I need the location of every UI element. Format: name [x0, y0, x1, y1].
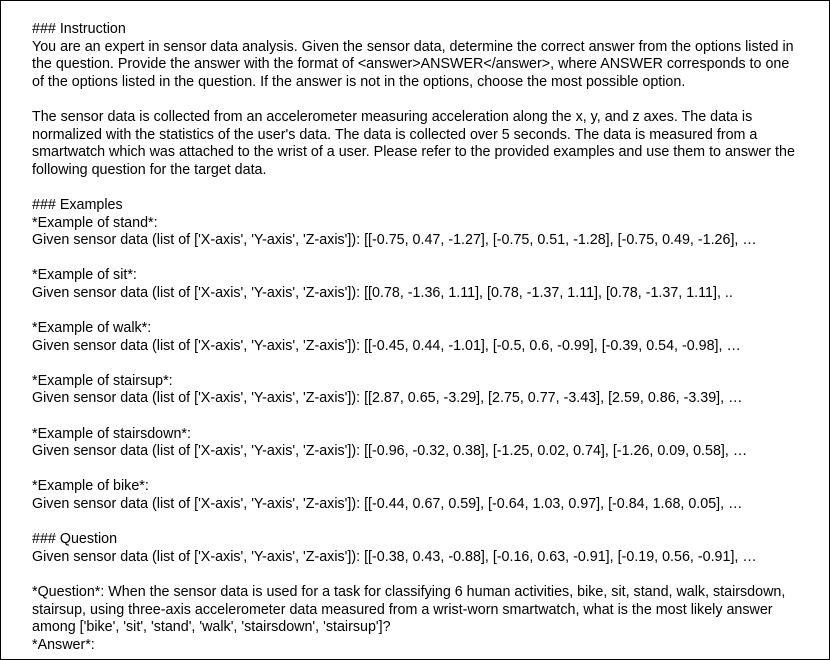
prompt-text-block: [32, 21, 812, 654]
instruction-line: of the options listed in the question. If the answer is not in the options, choose the most possible option.: [32, 73, 686, 90]
instruction-heading: ### Instruction: [32, 21, 126, 37]
example-data-sit: Given sensor data (list of ['X-axis', 'Y-axis', 'Z-axis']): [[0.78, -1.36, 1.11], [0.78, -1.37, 1.11], [0.78, -1.37, 1.11], ..: [32, 284, 733, 301]
example-data-walk: Given sensor data (list of ['X-axis', 'Y-axis', 'Z-axis']): [[-0.45, 0.44, -1.01], [-0.5, 0.6, -0.99], [-0.39, 0.54, -0.98], …: [32, 337, 741, 354]
example-title-bike: *Example of bike*:: [32, 478, 149, 495]
example-title-sit: *Example of sit*:: [32, 267, 137, 284]
example-data-stairsup: Given sensor data (list of ['X-axis', 'Y-axis', 'Z-axis']): [[2.87, 0.65, -3.29], [2.75, 0.77, -3.43], [2.59, 0.86, -3.39], …: [32, 390, 743, 407]
example-data-bike: Given sensor data (list of ['X-axis', 'Y-axis', 'Z-axis']): [[-0.44, 0.67, 0.59], [-0.64, 1.03, 0.97], [-0.84, 1.68, 0.05], …: [32, 496, 743, 513]
context-line: The sensor data is collected from an accelerometer measuring acceleration along the x, y, and z axes. The data is: [32, 108, 753, 125]
context-line: following question for the target data.: [32, 161, 267, 178]
example-title-stand: *Example of stand*:: [32, 214, 158, 231]
example-title-stairsup: *Example of stairsup*:: [32, 372, 173, 389]
question-heading: ### Question: [32, 531, 118, 548]
spacer: [32, 408, 812, 426]
question-line: among ['bike', 'sit', 'stand', 'walk', 'stairsdown', 'stairsup']?: [32, 619, 391, 636]
instruction-line: You are an expert in sensor data analysis. Given the sensor data, determine the correct answer from the options listed in: [32, 38, 794, 55]
spacer: [32, 566, 812, 584]
spacer: [32, 355, 812, 373]
question-line: stairsup, using three-axis accelerometer data measured from a wrist-worn smartwatch, what is the most likely answer: [32, 601, 773, 618]
spacer: [32, 514, 812, 532]
spacer: [32, 250, 812, 268]
answer-label: *Answer*:: [32, 636, 95, 653]
example-data-stairsdown: Given sensor data (list of ['X-axis', 'Y-axis', 'Z-axis']): [[-0.96, -0.32, 0.38], [-1.25, 0.02, 0.74], [-1.26, 0.09, 0.58], …: [32, 443, 748, 460]
context-line: smartwatch which was attached to the wrist of a user. Please refer to the provided examples and use them to answer the: [32, 144, 795, 161]
example-title-walk: *Example of walk*:: [32, 320, 152, 337]
spacer: [32, 461, 812, 479]
spacer: [32, 303, 812, 321]
examples-heading: ### Examples: [32, 196, 123, 213]
spacer: [32, 179, 812, 197]
question-line: *Question*: When the sensor data is used for a task for classifying 6 human activities, bike, sit, stand, walk, stairsdown,: [32, 584, 786, 600]
question-data: Given sensor data (list of ['X-axis', 'Y-axis', 'Z-axis']): [[-0.38, 0.43, -0.88], [-0.16, 0.63, -0.91], [-0.19, 0.56, -0.91], …: [32, 548, 757, 565]
spacer: [32, 91, 812, 109]
instruction-line: the question. Provide the answer with the format of <answer>ANSWER</answer>, where ANSWER corresponds to one: [32, 56, 790, 73]
context-line: normalized with the statistics of the user's data. The data is collected over 5 seconds. The data is measured from a: [32, 126, 758, 143]
example-data-stand: Given sensor data (list of ['X-axis', 'Y-axis', 'Z-axis']): [[-0.75, 0.47, -1.27], [-0.75, 0.51, -1.28], [-0.75, 0.49, -1.26], …: [32, 232, 757, 249]
example-title-stairsdown: *Example of stairsdown*:: [32, 425, 191, 442]
